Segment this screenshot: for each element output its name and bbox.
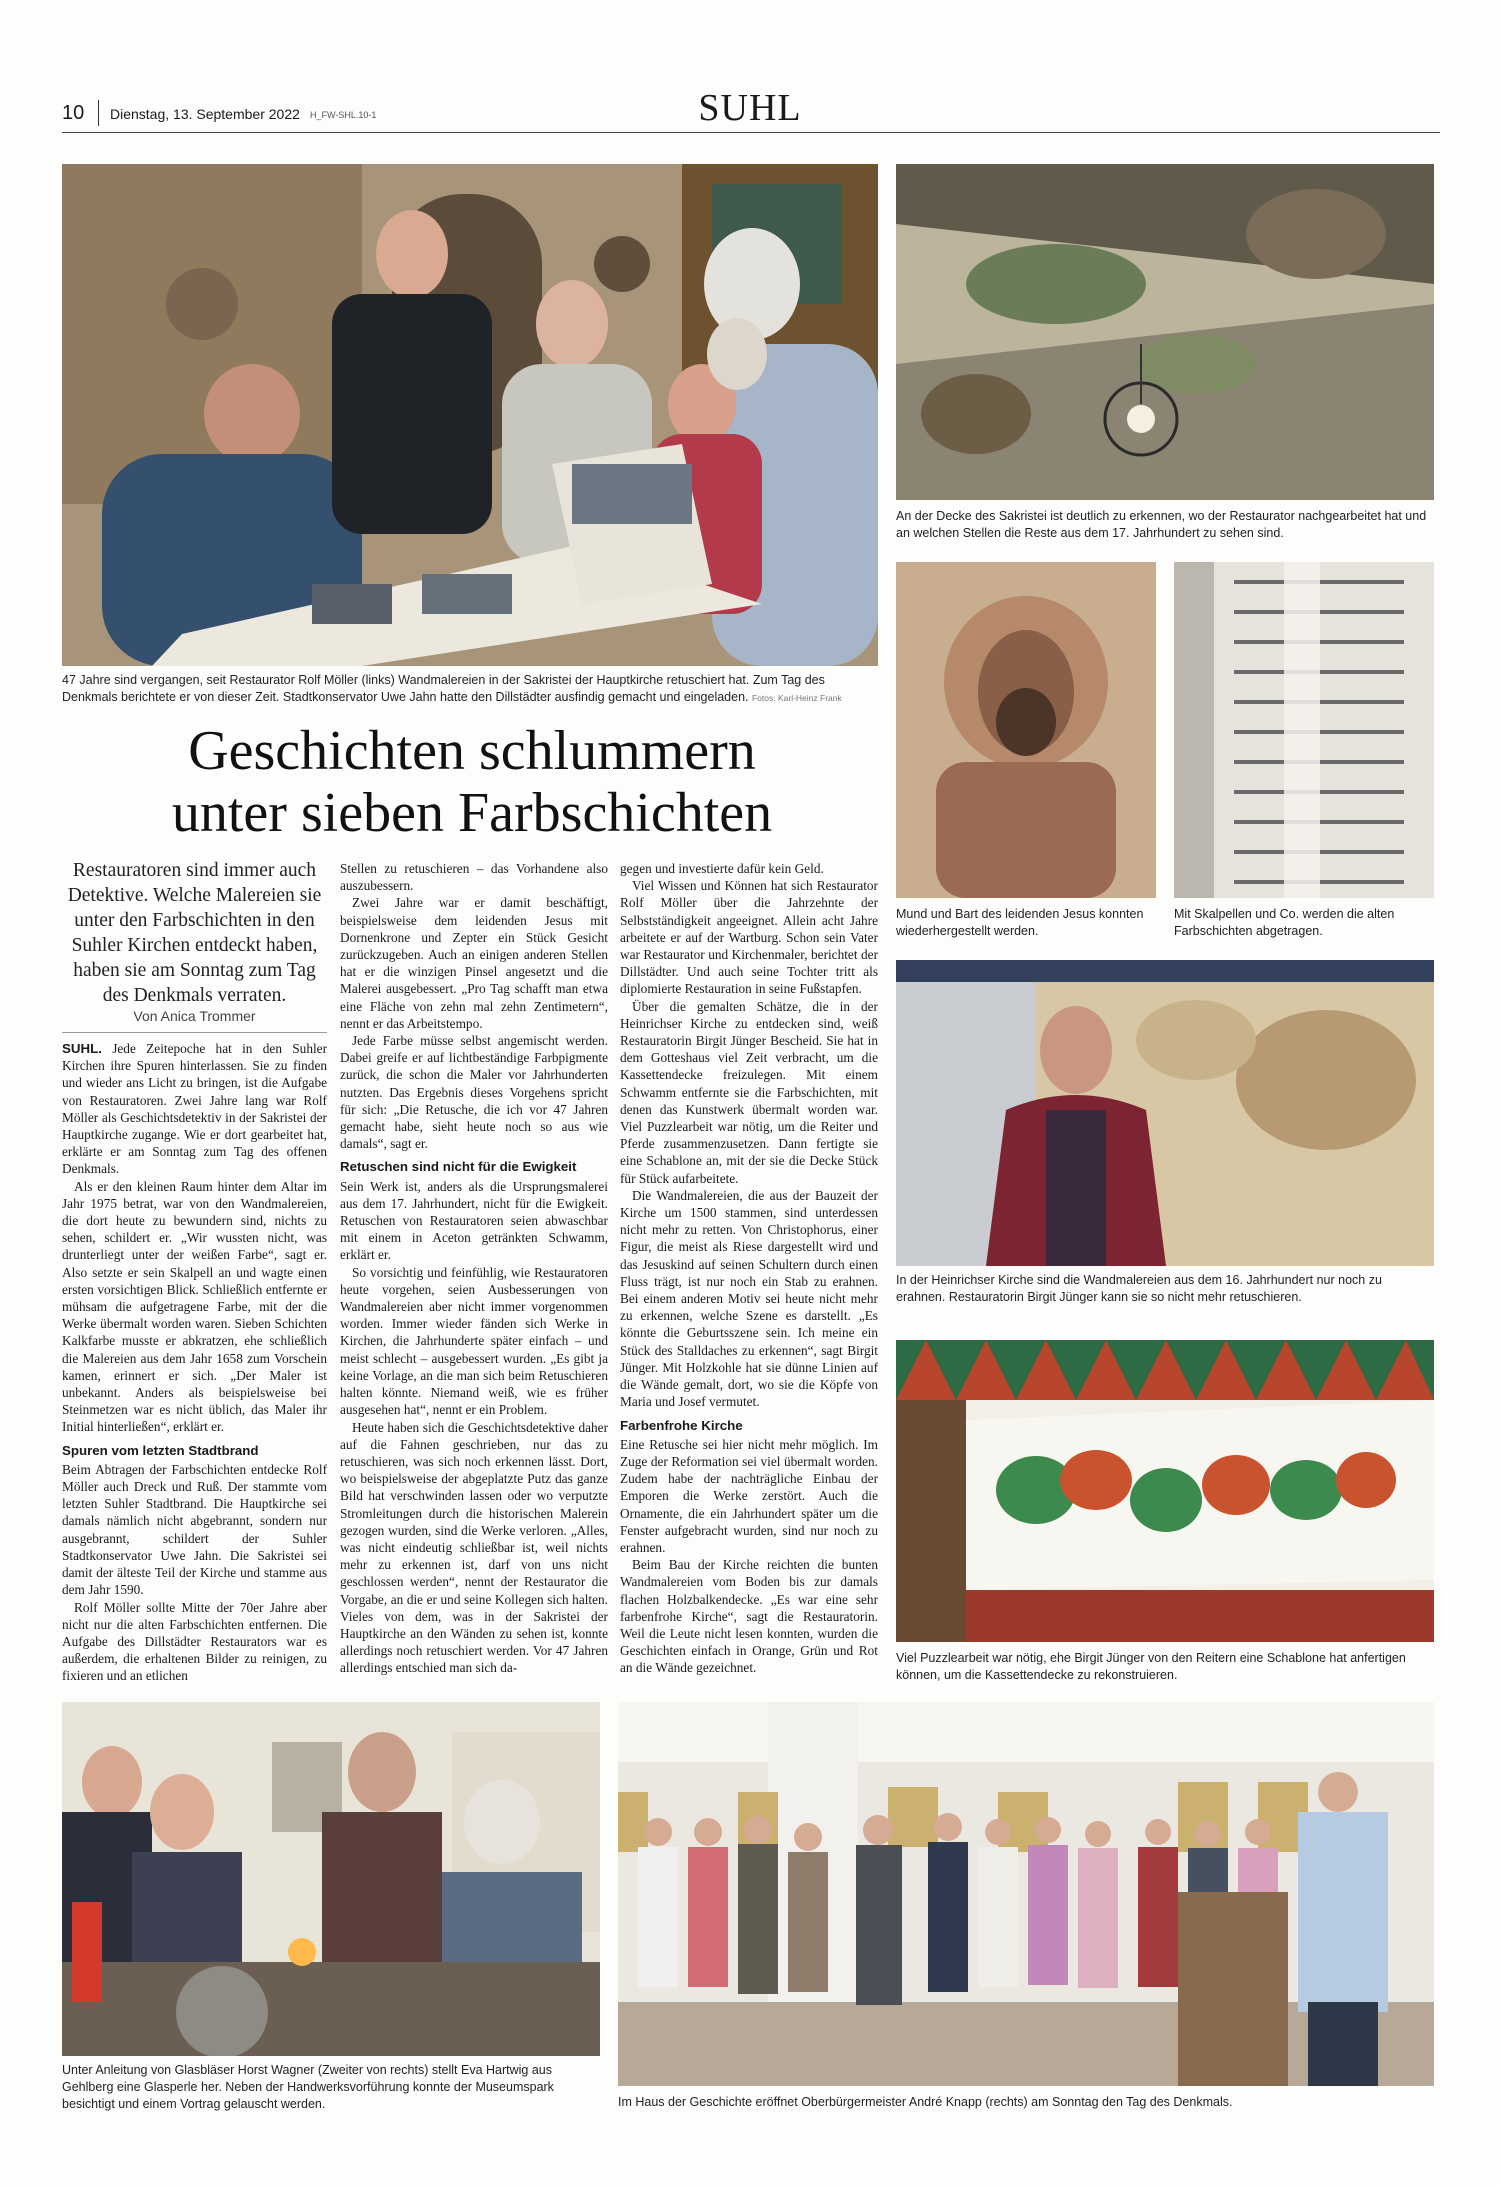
article-column-1 bbox=[62, 1040, 327, 1688]
paragraph: Heute haben sich die Geschichtsdetektive daher auf die Fahnen geschrieben, nur das zu retuschieren, was sich noch erkennen lässt. Dort, wo beispielsweise der abgeplatzte Putz das ganze Bild hat verschwinden lassen oder wo verputzte Stromleitungen durch die historischen Malerein gezogen wurden, sind die Werke verloren. „Alles, was nicht eindeutig schließbar ist, weil nichts mehr zu erkennen ist, darf von uns nicht geschlossen werden“, nennt der Restaurator die Vorgabe, an die er und seine Kollegen sich halten. Vieles von dem, was in der Sakristei der Hauptkirche an den Wänden zu sehen ist, konnte allerdings noch retuschiert werden. Vor 47 Jahren allerdings entschied man sich da- bbox=[340, 1419, 608, 1676]
section-title: SUHL bbox=[698, 87, 802, 129]
header-rule bbox=[62, 132, 1440, 133]
paragraph: Rolf Möller sollte Mitte der 70er Jahre aber nicht nur die alten Farbschichten entfernen. Die Aufgabe des Dillstädter Restaurators war es außerdem, die erhaltenen Bilder zu reinigen, zu fixieren und an etlichen bbox=[62, 1599, 327, 1684]
paragraph: Jede Farbe müsse selbst angemischt werden. Dabei greife er auf lichtbeständige Farbpigmente zurück, die schon die Maler vor Jahrhunderten nutzten. Das Ergebnis dieses Vorgehens spricht für sich: „Die Retusche, die ich vor 47 Jahren gemacht habe, sieht heute noch so aus wie damals“, sagt er. bbox=[340, 1033, 608, 1152]
caption-glassblowing: Unter Anleitung von Glasbläser Horst Wagner (Zweiter von rechts) stellt Eva Hartwig aus Gehlberg eine Glasperle her. Neben der Handwerksvorführung konnte der Museumspark besichtigt und einem Vortrag gelauscht werden. bbox=[62, 2063, 554, 2111]
paragraph: Die Wandmalereien, die aus der Bauzeit der Kirche um 1500 stammen, sind unterdessen nicht mehr zu retten. Von Christophorus, einer Figur, die meist als Riese dargestellt wird und das Jesuskind auf seinen Schultern durch einen Fluss trägt, ist nur noch ein Stab zu erahnen. Bei einem anderen Motiv sei heute nicht mehr zu erkennen, welche Szene es darstellt. „Es könnte die Geburtsszene sein. Ich meine ein Stück des Stalldaches zu erkennen“, sagt Birgit Jünger. Mit Holzkohle hat sie dünne Linien auf die Wände gemalt, dort, wo sie die Köpfe von Maria und Josef vermutet. bbox=[620, 1187, 878, 1410]
issue-date: Dienstag, 13. September 2022 bbox=[110, 106, 300, 122]
paragraph: So vorsichtig und feinfühlig, wie Restauratoren heute vorgehen, seien Ausbesserungen von Wandmalereien aber nicht immer vorgenommen worden. Immer wieder fänden sich Werke in Kirchen, die Jahrhunderte später einfach – und meist schlecht – ausgebessert wurden. „Es gibt ja keine Vorlage, an die man sich beim Retuschieren halten könnte. Niemand weiß, wie es früher ausgesehen hat“, nennt er ein Problem. bbox=[340, 1264, 608, 1418]
headline-line-1: Geschichten schlummern bbox=[188, 720, 756, 782]
caption-sacristy-group bbox=[62, 672, 878, 707]
page-code: H_FW-SHL.10-1 bbox=[310, 110, 377, 120]
photo-ceiling bbox=[896, 164, 1434, 500]
paragraph: Stellen zu retuschieren – das Vorhandene also auszubessern. bbox=[340, 861, 608, 894]
photo-credit: Fotos: Karl-Heinz Frank bbox=[751, 693, 842, 703]
paragraph: Eine Retusche sei hier nicht mehr möglich. Im Zuge der Reformation sei viel übermalt worden. Zudem habe der nachträgliche Einbau der Emporen die Werke zerstört. Auch die Ornamente, die ein Jahrhundert später um die Fenster aufgebracht wurden, sind nur noch zu erahnen. bbox=[620, 1436, 878, 1555]
paragraph: Zwei Jahre war er damit beschäftigt, beispielsweise dem leidenden Jesus mit Dornenkrone und Zepter ein Stück Gesicht zurückzugeben. Auch an einigen anderen Stellen hat er die winzigen Pinsel angesetzt und die Malerei ausgebessert. „Pro Tag schafft man etwa eine Fläche von zehn mal zehn Zentimetern“, nennt er das Arbeitstempo. bbox=[340, 895, 608, 1031]
photo-coffered-ceiling bbox=[896, 1340, 1434, 1642]
headline-line-2: unter sieben Farbschichten bbox=[171, 782, 773, 844]
photo-jesus bbox=[896, 562, 1156, 898]
caption-text: 47 Jahre sind vergangen, seit Restaurator Rolf Möller (links) Wandmalereien in der Sakristei der Hauptkirche retuschiert hat. Zum Tag des Denkmals berichtete er von dieser Zeit. Stadtkonservator Uwe Jahn hatte den Dillstädter ausfindig gemacht und eingeladen. bbox=[62, 673, 825, 704]
paragraph: Über die gemalten Schätze, die in der Heinrichser Kirche zu entdecken sind, weiß Restauratorin Birgit Jünger Bescheid. Sie hat in dem Gotteshaus viel Zeit verbracht, um die Kassettendecke freizulegen. Mit einem Schwamm entfernte sie die Farbschichten, mit denen das Kunstwerk übermalt worden war. Viel Puzzlearbeit war nötig, um die Reiter und Pferde zusammenzusetzen. Dann fertigte sie eine Schablone an, mit der sie die Decke Stück für Stück aufarbeitete. bbox=[620, 998, 878, 1186]
author-rule bbox=[62, 1032, 327, 1033]
paragraph-text: Jede Zeitepoche hat in den Suhler Kirchen ihre Spuren hinterlassen. Sie zu finden und wieder ans Licht zu bringen, ist die Aufgabe von Restauratoren. Zwei Jahre lang war Rolf Möller als Geschichtsdetektiv in der Sakristei der Hauptkirche zugange. Wie er dort gearbeitet hat, erklärte er am Sonntag zum Tag des offenen Denkmals. bbox=[62, 1041, 327, 1177]
caption-coffered-ceiling: Viel Puzzlearbeit war nötig, ehe Birgit Jünger von den Reitern eine Schablone hat anfertigen können, um die Kassettendecke zu rekonstruieren. bbox=[896, 1651, 1406, 1682]
article-lead: Restauratoren sind immer auch Detektive. Welche Malereien sie unter den Farbschichten in den Suhler Kirchen entdeckt haben, haben sie am Sonntag zum Tag des Denkmals verraten. bbox=[67, 860, 322, 1006]
article-headline bbox=[62, 720, 882, 844]
paragraph: Als er den kleinen Raum hinter dem Altar im Jahr 1975 betrat, war von den Wandmalereien, die dort heute zu bewundern sind, nichts zu sehen, schildert er. „Wir wussten nicht, was drunterliegt unter der weißen Farbe“, sagt er. Also setzte er sein Skalpell an und wagte einen ersten vorsichtigen Blick. Schließlich entfernte er mühsam die aufgetragene Farbe, mit der die Werke übermalt worden waren. Sieben Schichten Kalkfarbe musste er abkratzen, ehe schließlich die Malereien aus dem Jahr 1658 zum Vorschein kamen, erinnert er sich. „Der Maler ist unbekannt. Anders als beispielsweise bei Steinmetzen war es nicht üblich, das Maler ihr Initial hinterließen“, erklärt er. bbox=[62, 1178, 327, 1435]
photo-sacristy-group bbox=[62, 164, 878, 666]
dateline: SUHL. bbox=[62, 1041, 102, 1056]
article-author: Von Anica Trommer bbox=[133, 1008, 256, 1024]
caption-ceiling: An der Decke des Sakristei ist deutlich zu erkennen, wo der Restaurator nachgearbeitet hat und an welchen Stellen die Reste aus dem 17. Jahrhundert zu sehen sind. bbox=[896, 509, 1427, 540]
paragraph: Sein Werk ist, anders als die Ursprungsmalerei aus dem 17. Jahrhundert, nicht für die Ewigkeit. Retuschen von Restauratoren seien abwaschbar mit einem in Aceton getränkten Schwamm, erklärt er. bbox=[340, 1178, 608, 1263]
caption-jesus: Mund und Bart des leidenden Jesus konnten wiederhergestellt werden. bbox=[896, 907, 1144, 938]
photo-museum-crowd bbox=[618, 1702, 1434, 2086]
photo-tools bbox=[1174, 562, 1434, 898]
paragraph: Beim Bau der Kirche reichten die bunten Wandmalereien vom Boden bis zur damals flachen Holzbalkendecke. „Es war eine sehr farbenfrohe Kirche“, sagt die Restauratorin. Weil die Leute nicht lesen konnten, wurden die Geschichten einfach in Orange, Grün und Rot an die Wände gezeichnet. bbox=[620, 1557, 878, 1676]
subheading: Farbenfrohe Kirche bbox=[620, 1417, 743, 1433]
subheading: Spuren vom letzten Stadtbrand bbox=[62, 1442, 259, 1458]
paragraph bbox=[62, 1040, 327, 1178]
caption-museum-crowd: Im Haus der Geschichte eröffnet Oberbürgermeister André Knapp (rechts) am Sonntag den Tag des Denkmals. bbox=[618, 2095, 1233, 2109]
caption-restorer: In der Heinrichser Kirche sind die Wandmalereien aus dem 16. Jahrhundert nur noch zu erahnen. Restauratorin Birgit Jünger kann sie so nicht mehr retuschieren. bbox=[896, 1273, 1382, 1304]
subheading: Retuschen sind nicht für die Ewigkeit bbox=[340, 1159, 577, 1175]
article-column-2 bbox=[340, 860, 608, 1688]
photo-glassblowing bbox=[62, 1702, 600, 2056]
header-divider bbox=[98, 100, 99, 126]
paragraph: Viel Wissen und Können hat sich Restaurator Rolf Möller über die Jahrzehnte der Selbstständigkeit angeeignet. Allein acht Jahre arbeitete er auf der Wartburg. Schon sein Vater war Restaurator und Kirchenmaler, berichtet der Dillstädter. Und auch seine Tochter tritt als diplomierte Restauration in seine Fußstapfen. bbox=[620, 878, 878, 997]
paragraph: gegen und investierte dafür kein Geld. bbox=[620, 861, 824, 876]
page-number: 10 bbox=[62, 102, 85, 124]
article-column-3 bbox=[620, 860, 878, 1688]
caption-tools: Mit Skalpellen und Co. werden die alten Farbschichten abgetragen. bbox=[1174, 907, 1395, 938]
photo-restorer bbox=[896, 960, 1434, 1266]
paragraph: Beim Abtragen der Farbschichten entdecke Rolf Möller auch Dreck und Ruß. Der stammte vom letzten Suhler Stadtbrand. Die Hauptkirche sei damals nämlich nicht abgebrannt, sondern nur ausgebrannt, schildert der Suhler Stadtkonservator Uwe Jahn. Die Sakristei sei damit der älteste Teil der Kirche und stamme aus dem Jahr 1590. bbox=[62, 1461, 327, 1598]
